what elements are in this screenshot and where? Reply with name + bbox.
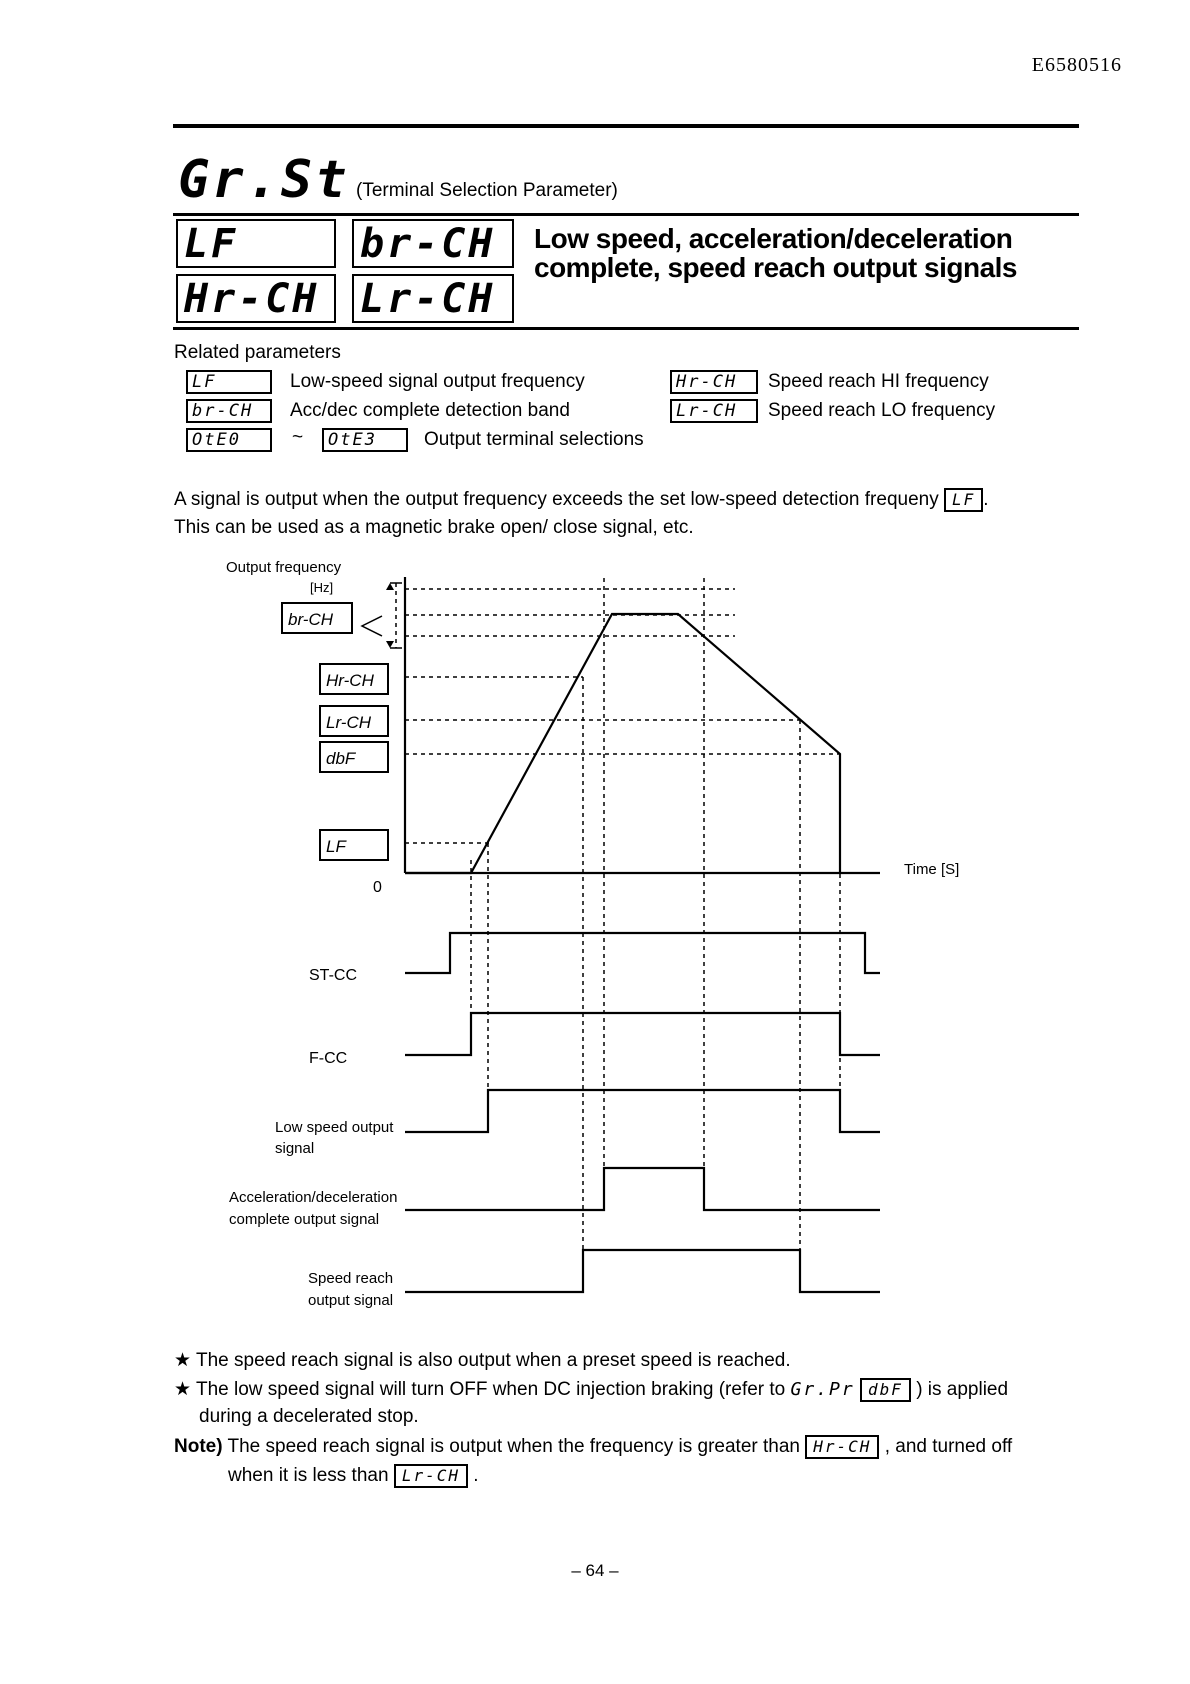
label-low-speed-1: Low speed output [275,1119,394,1136]
related-label-lf: Low-speed signal output frequency [290,371,585,392]
note-star-2-text-b: ) is applied [916,1379,1009,1401]
related-code-lf: LF [186,370,272,394]
band-arrow-down [386,583,394,590]
note-star-2 [174,1378,1008,1402]
label-acc-dec-2: complete output signal [229,1211,380,1228]
diagram-code-dbf: dbF [326,749,356,768]
group-code: Gr.St [178,150,350,210]
body-line-2: This can be used as a magnetic brake open/ close signal, etc. [174,517,694,538]
signal-acc-dec-complete [405,1168,880,1210]
star-icon: ★ [174,1379,192,1401]
body-line-1-text: A signal is output when the output frequency exceeds the set low-speed detection frequeny [174,489,939,511]
related-code-hr-ch: Hr-CH [670,370,758,394]
body-line-1-end: . [983,489,989,511]
signal-low-speed [405,1090,880,1132]
note-text-b: , and turned off [884,1436,1013,1458]
signal-st-cc [405,933,880,973]
note-code-hr-ch: Hr-CH [805,1435,879,1459]
y-axis-unit: [Hz] [310,580,334,595]
signal-speed-reach [405,1250,880,1292]
related-label-lr-ch: Speed reach LO frequency [768,400,996,421]
label-st-cc: ST-CC [309,967,357,984]
label-low-speed-2: signal [275,1140,315,1157]
note-line [174,1435,1012,1459]
note-star-2-cont: during a decelerated stop. [199,1406,419,1427]
label-acc-dec-1: Acceleration/deceleration [229,1189,398,1206]
related-tilde: ~ [292,427,304,448]
y-axis-label: Output frequency [226,559,342,576]
diagram-code-hr-ch: Hr-CH [326,671,374,690]
related-label-hr-ch: Speed reach HI frequency [768,371,989,392]
note-text-c: when it is less than [228,1465,389,1487]
related-title: Related parameters [174,342,341,363]
group-title: (Terminal Selection Parameter) [356,180,618,201]
note-code-dbf: dbF [860,1378,911,1402]
param-box-br-ch: br-CH [352,219,514,268]
note-code-gr-pr: Gr.Pr [790,1379,855,1401]
br-ch-pointer [362,616,382,636]
note-star-1 [174,1349,791,1372]
note-star-1-text: The speed reach signal is also output when a preset speed is reached. [195,1350,791,1371]
related-code-br-ch: br-CH [186,399,272,423]
x-axis-label: Time [S] [904,861,960,878]
label-f-cc: F-CC [309,1050,348,1067]
note-line-2 [228,1464,479,1488]
signal-f-cc [405,1013,880,1055]
note-end: . [473,1465,479,1487]
note-star-2-text-a: The low speed signal will turn OFF when DC injection braking (refer to [195,1379,786,1401]
note-text-a: The speed reach signal is output when the frequency is greater than [227,1436,800,1458]
section-heading: Low speed, acceleration/deceleration complete, speed reach output signals [534,223,1018,283]
related-label-output: Output terminal selections [424,429,644,450]
param-box-lf: LF [176,219,336,268]
page-number: – 64 – [571,1561,619,1580]
origin-label: 0 [373,879,382,896]
diagram-code-br-ch: br-CH [288,610,334,629]
label-speed-reach-2: output signal [308,1292,394,1309]
star-icon: ★ [174,1350,192,1371]
note-code-lr-ch: Lr-CH [394,1464,468,1488]
diagram-code-lf: LF [326,837,346,856]
band-arrow-up [386,641,394,648]
note-label: Note) [174,1436,223,1458]
related-label-br-ch: Acc/dec complete detection band [290,400,570,421]
body-code-lf: LF [944,488,983,512]
param-box-hr-ch: Hr-CH [176,274,336,323]
related-code-ote0: OtE0 [186,428,272,452]
frequency-profile [405,614,840,873]
diagram-code-lr-ch: Lr-CH [326,713,372,732]
param-box-lr-ch: Lr-CH [352,274,514,323]
label-speed-reach-1: Speed reach [308,1270,394,1287]
document-number: E6580516 [1031,54,1122,76]
related-code-lr-ch: Lr-CH [670,399,758,423]
related-code-ote3: OtE3 [322,428,408,452]
